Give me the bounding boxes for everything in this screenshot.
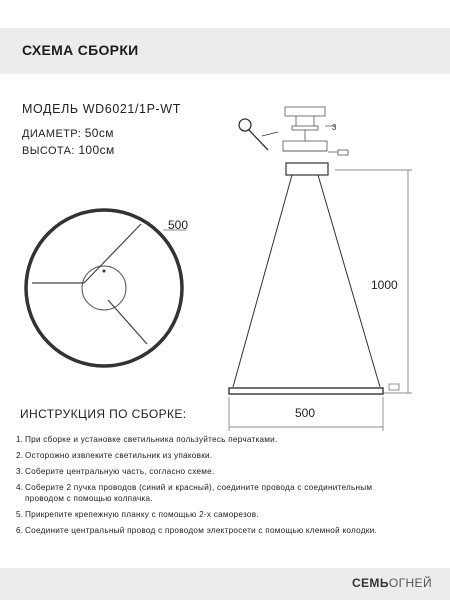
instruction-list bbox=[16, 434, 444, 541]
wrench-head bbox=[239, 119, 251, 131]
instruction-step: 2. Осторожно извлеките светильник из упаковки. bbox=[16, 451, 213, 460]
footer-bar bbox=[0, 568, 450, 600]
height-dimension: 1000 bbox=[371, 278, 398, 292]
canopy-body bbox=[286, 163, 328, 175]
canopy-upper bbox=[283, 141, 327, 151]
instruction-step: 1. При сборке и установке светильника пользуйтесь перчатками. bbox=[16, 435, 278, 444]
profile-detail-box bbox=[389, 384, 399, 390]
diameter-value: 50см bbox=[84, 126, 114, 140]
diameter-label: ДИАМЕТР: bbox=[22, 128, 82, 140]
model-name: МОДЕЛЬ WD6021/1P-WT bbox=[22, 102, 181, 116]
height-value: 100см bbox=[78, 143, 115, 157]
suspension-cable-left bbox=[233, 175, 292, 387]
support-wire-1 bbox=[84, 224, 141, 283]
ring-top-view bbox=[26, 210, 189, 366]
page-title: СХЕМА СБОРКИ bbox=[22, 42, 139, 58]
ceiling-mount-detail bbox=[283, 107, 348, 175]
height-label: ВЫСОТА: bbox=[22, 145, 75, 157]
ring-diameter-dimension: 500 bbox=[168, 218, 189, 232]
tool-icon bbox=[239, 119, 278, 150]
instruction-step: 5. Прикрепите крепежную планку с помощью 2-х саморезов. bbox=[16, 510, 259, 519]
part3-label: 3 bbox=[332, 123, 337, 132]
cap-box bbox=[338, 150, 348, 155]
ring-profile bbox=[229, 388, 383, 394]
brand-logo: СЕМЬОГНЕЙ bbox=[351, 576, 432, 590]
instruction-step: 3. Соберите центральную часть, согласно схеме. bbox=[16, 467, 215, 476]
instruction-step: 4. Соберите 2 пучка проводов (синий и красный), соедините провода с соединительным проводом с помощью колпачка. bbox=[16, 483, 373, 503]
wrench-handle bbox=[249, 130, 268, 150]
pendant-side-view bbox=[229, 170, 412, 431]
mounting-plate bbox=[292, 126, 318, 130]
ring-outline bbox=[26, 210, 182, 366]
instructions-title: ИНСТРУКЦИЯ ПО СБОРКЕ: bbox=[20, 407, 187, 421]
tool-leader bbox=[262, 132, 278, 136]
support-wire-3 bbox=[108, 300, 147, 344]
instruction-step: 6. Соедините центральный провод с проводом электросети с помощью клемной колодки. bbox=[16, 526, 377, 535]
ceiling-cup-outline bbox=[82, 266, 126, 310]
center-point bbox=[103, 270, 106, 273]
mounting-bracket-top bbox=[285, 107, 325, 116]
ring-width-dimension: 500 bbox=[295, 406, 316, 420]
